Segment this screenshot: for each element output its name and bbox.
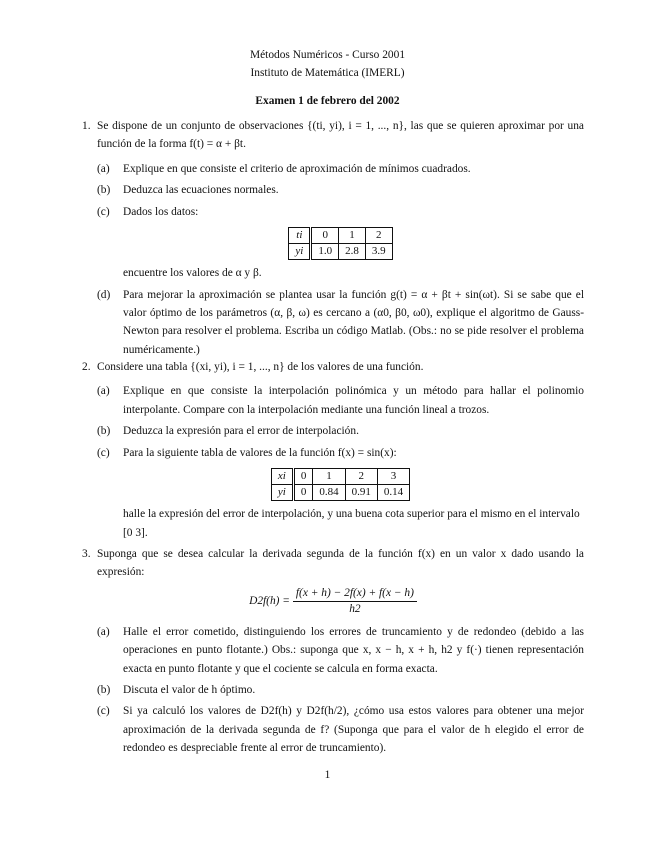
item-text: Si ya calculó los valores de D2f(h) y D2f(h/2), ¿cómo usa estos valores para obtener una mejor aproximación de la derivada segunda de f? (Suponga que para el valor de h elegido el error de redondeo es despreciable frente al error de truncamiento). <box>123 705 584 755</box>
item-label: (a) <box>97 385 110 398</box>
item-followup: halle la expresión del error de interpolación, y una buena cota superior para el mismo en el intervalo [0 3]. <box>123 508 580 539</box>
table-cell: 0 <box>293 469 313 485</box>
table-cell: 0.91 <box>345 485 377 501</box>
table-cell: 3 <box>377 469 409 485</box>
item-label: (c) <box>97 446 110 459</box>
table-cell: 0.14 <box>377 485 409 501</box>
item-text: Dados los datos: <box>123 205 199 218</box>
item-b <box>97 422 584 440</box>
institute-name: Instituto de Matemática (IMERL) <box>250 67 405 79</box>
formula-fraction <box>293 586 417 617</box>
table-row <box>289 244 392 260</box>
exam-title: Examen 1 de febrero del 2002 <box>255 95 400 107</box>
page-number: 1 <box>324 769 331 781</box>
item-label: (a) <box>97 625 110 638</box>
table-header-cell: yi <box>271 485 293 501</box>
item-c <box>97 203 584 283</box>
item-label: (c) <box>97 705 110 718</box>
item-label: (d) <box>97 288 111 301</box>
table-row <box>289 228 392 244</box>
table-header-cell: yi <box>289 244 311 260</box>
item-text: Deduzca las ecuaciones normales. <box>123 184 279 197</box>
table-header-cell: xi <box>271 469 293 485</box>
item-followup: encuentre los valores de α y β. <box>123 267 262 280</box>
item-label: (b) <box>97 184 111 197</box>
problem-statement: Considere una tabla {(xi, yi), i = 1, ..., n} de los valores de una función. <box>97 361 424 373</box>
item-label: (c) <box>97 205 110 218</box>
data-table <box>288 227 392 260</box>
item-a <box>97 623 584 678</box>
problem-number: 2. <box>82 361 91 373</box>
problem-items <box>97 160 584 359</box>
table-cell: 2.8 <box>339 244 366 260</box>
problem-items <box>97 623 584 758</box>
item-label: (a) <box>97 162 110 175</box>
problem-number: 1. <box>82 120 91 132</box>
item-text: Para la siguiente tabla de valores de la función f(x) = sin(x): <box>123 446 397 459</box>
item-c <box>97 444 584 542</box>
item-c <box>97 702 584 757</box>
item-a <box>97 160 584 178</box>
table-cell: 3.9 <box>365 244 392 260</box>
item-b <box>97 681 584 699</box>
problem-1 <box>82 117 584 362</box>
table-row <box>271 485 409 501</box>
item-text: Explique en que consiste el criterio de aproximación de mínimos cuadrados. <box>123 162 471 175</box>
item-b <box>97 181 584 199</box>
table-cell: 1 <box>339 228 366 244</box>
second-derivative-formula <box>82 586 584 617</box>
item-label: (b) <box>97 425 111 438</box>
course-title: Métodos Numéricos - Curso 2001 <box>249 49 406 61</box>
problem-number: 3. <box>82 548 91 560</box>
table-row <box>271 469 409 485</box>
table-cell: 0.84 <box>313 485 345 501</box>
table-cell: 2 <box>365 228 392 244</box>
item-text: Explique en que consiste la interpolación polinómica y un método para hallar el polinomio interpolante. Compare con la interpolación mediante una función lineal a trozos. <box>123 385 584 416</box>
table-cell: 0 <box>311 228 339 244</box>
problem-3 <box>82 545 584 761</box>
formula-numerator: f(x + h) − 2f(x) + f(x − h) <box>293 586 417 602</box>
item-text: Para mejorar la aproximación se plantea usar la función g(t) = α + βt + sin(ωt). Si se sabe que el valor óptimo de los parámetros (α, β, ω) es cercano a (α0, β0, ω0), explique el algoritmo de Gauss-Newton para resolver el problema. Escriba un código Matlab. (Obs.: no se pide resolver el problema numéricamente.) <box>123 288 584 356</box>
item-text: Deduzca la expresión para el error de interpolación. <box>123 425 359 438</box>
formula-denominator: h2 <box>349 602 361 615</box>
problem-statement: Se dispone de un conjunto de observaciones {(ti, yi), i = 1, ..., n}, las que se quieren aproximar por una función de la forma f(t) = α + βt. <box>97 120 584 151</box>
problem-2 <box>82 358 584 545</box>
table-cell: 2 <box>345 469 377 485</box>
table-cell: 1.0 <box>311 244 339 260</box>
item-label: (b) <box>97 684 111 696</box>
problem-items <box>97 382 584 542</box>
formula-lhs: D2f(h) = <box>249 594 290 607</box>
item-text: Discuta el valor de h óptimo. <box>123 684 256 696</box>
data-table <box>271 468 410 501</box>
item-text: Halle el error cometido, distinguiendo los errores de truncamiento y de redondeo (debido a las operaciones en punto flotante.) Obs.: suponga que x, x − h, x + h, h2 y f(·) tienen representación exacta en punto flotante y que el cociente se calcula en forma exacta. <box>123 625 584 675</box>
table-header-cell: ti <box>289 228 311 244</box>
table-cell: 0 <box>293 485 313 501</box>
item-d <box>97 286 584 360</box>
problem-statement: Suponga que se desea calcular la derivada segunda de la función f(x) en un valor x dado usando la expresión: <box>97 548 584 579</box>
item-a <box>97 382 584 419</box>
table-cell: 1 <box>313 469 345 485</box>
